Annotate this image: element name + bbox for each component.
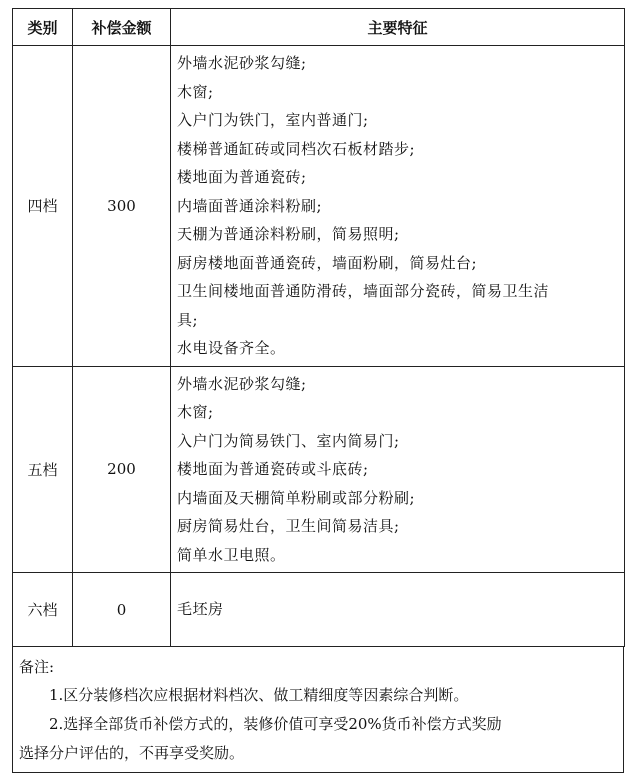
row-category: 四档 — [13, 46, 73, 367]
feature-line: 木窗; — [177, 82, 214, 101]
remark-item: 1.区分装修档次应根据材料档次、做工精细度等因素综合判断。 — [49, 686, 469, 704]
row-category: 六档 — [13, 573, 73, 647]
table-row — [13, 366, 625, 573]
header-category: 类别 — [13, 9, 73, 46]
row-category: 五档 — [13, 366, 73, 573]
feature-line: 具; — [177, 310, 199, 329]
feature-line: 厨房楼地面普通瓷砖，墙面粉刷，简易灶台; — [177, 253, 478, 272]
feature-line: 内墙面普通涂料粉刷; — [177, 196, 323, 215]
row-amount: 300 — [73, 46, 171, 367]
table-row — [13, 573, 625, 647]
remark-continuation: 选择分户评估的，不再享受奖励。 — [19, 744, 245, 762]
table-header-row — [13, 9, 625, 46]
remark-item: 2.选择全部货币补偿方式的，装修价值可享受20%货币补偿方式奖励 — [49, 715, 502, 733]
feature-line: 卫生间楼地面普通防滑砖，墙面部分瓷砖，简易卫生洁 — [177, 282, 550, 300]
feature-line: 外墙水泥砂浆勾缝; — [177, 54, 307, 72]
feature-line: 楼地面为普通瓷砖; — [177, 168, 307, 186]
feature-line: 毛坯房 — [177, 600, 224, 619]
row-amount: 0 — [73, 573, 171, 647]
row-features — [171, 573, 625, 647]
feature-line: 木窗; — [177, 403, 214, 421]
remarks-section — [12, 647, 624, 773]
feature-line: 外墙水泥砂浆勾缝; — [177, 374, 307, 393]
header-features: 主要特征 — [171, 9, 625, 46]
header-amount: 补偿金额 — [73, 9, 171, 46]
table-row — [13, 46, 625, 367]
feature-line: 水电设备齐全。 — [177, 339, 286, 357]
row-amount: 200 — [73, 366, 171, 573]
feature-line: 天棚为普通涂料粉刷，简易照明; — [177, 225, 400, 243]
feature-line: 厨房简易灶台，卫生间简易洁具; — [177, 517, 400, 535]
feature-line: 入户门为铁门，室内普通门; — [177, 111, 369, 129]
compensation-table — [12, 8, 625, 647]
feature-line: 简单水卫电照。 — [177, 545, 286, 564]
feature-line: 楼地面为普通瓷砖或斗底砖; — [177, 460, 369, 478]
feature-line: 入户门为简易铁门、室内简易门; — [177, 431, 400, 450]
compensation-document — [12, 8, 624, 773]
row-features — [171, 46, 625, 367]
feature-line: 内墙面及天棚简单粉刷或部分粉刷; — [177, 488, 416, 507]
row-features — [171, 366, 625, 573]
remarks-title: 备注: — [19, 658, 55, 676]
feature-line: 楼梯普通缸砖或同档次石板材踏步; — [177, 139, 416, 158]
